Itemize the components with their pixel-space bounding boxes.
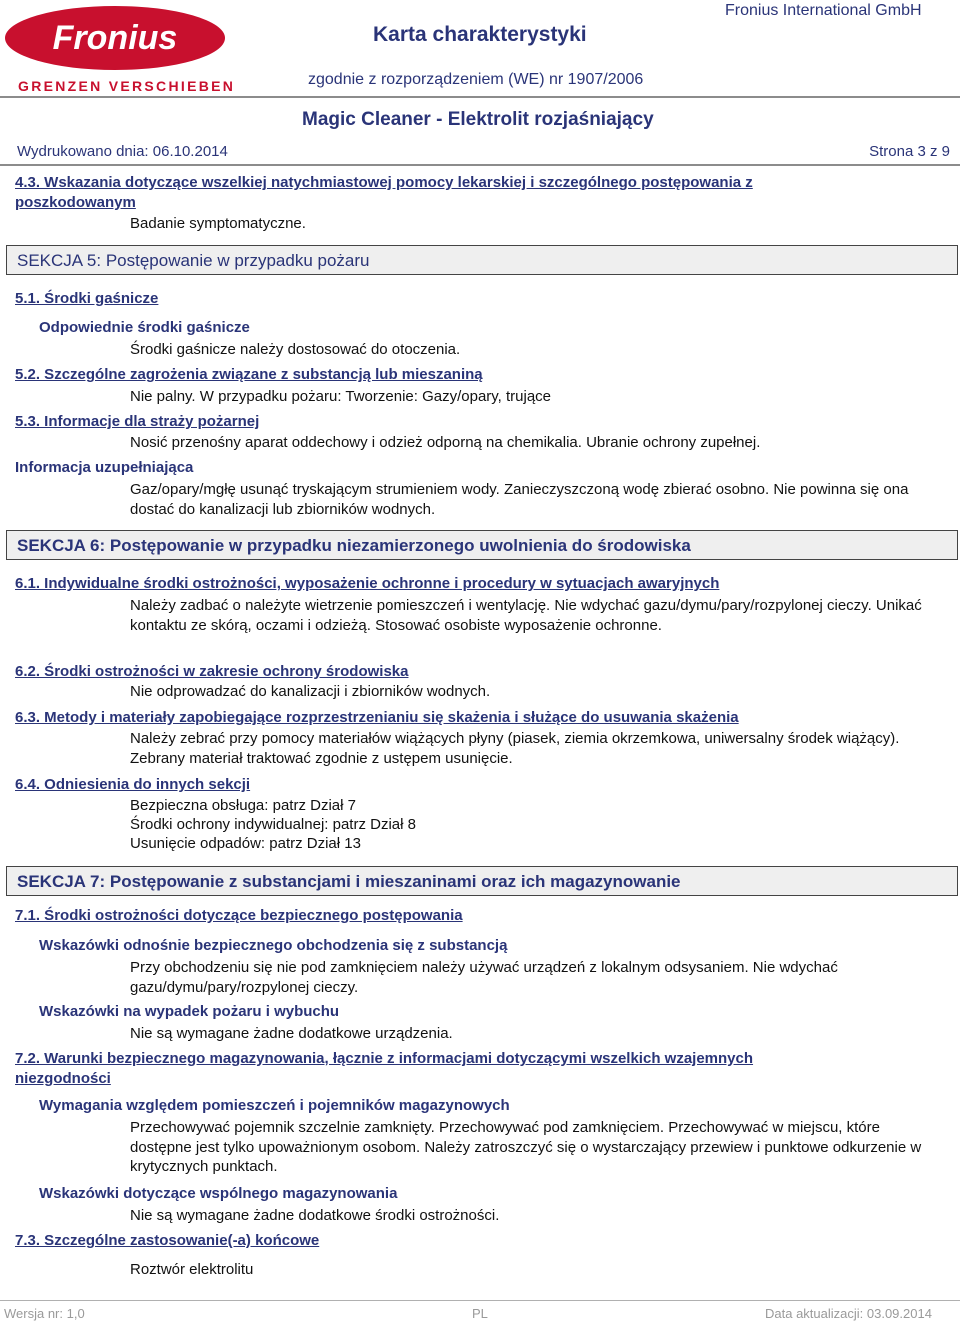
footer-update-date: Data aktualizacji: 03.09.2014 (765, 1306, 932, 1321)
subsection-7-1-text: Przy obchodzeniu się nie pod zamknięciem należy używać urządzeń z lokalnym odsysaniem. Nie wdychać gazu/dymu/pary/rozpylonej cieczy. (130, 959, 838, 996)
subsection-5-1-label: Odpowiednie środki gaśnicze (39, 319, 250, 336)
subsection-7-2-label: Wymagania względem pomieszczeń i pojemników magazynowych (39, 1097, 510, 1114)
subsection-4-3-text: Badanie symptomatyczne. (130, 215, 306, 232)
subsection-5-1-text: Środki gaśnicze należy dostosować do otoczenia. (130, 341, 461, 358)
subsection-7-2-text-2: Nie są wymagane żadne dodatkowe środki ostrożności. (130, 1207, 500, 1224)
subsection-7-2-title: 7.2. Warunki bezpiecznego magazynowania, łącznie z informacjami dotyczącymi wszelkich wzajemnych niezgodności (15, 1050, 754, 1087)
subsection-6-4-title: 6.4. Odniesienia do innych sekcji (15, 776, 251, 793)
subsection-6-3-text: Należy zebrać przy pomocy materiałów wiążących płyny (piasek, ziemia okrzemkowa, uniwersalny środek wiążący). Zebrany materiał traktować zgodnie z ustępem usunięcie. (130, 730, 900, 767)
subsection-5-3-text: Nosić przenośny aparat oddechowy i odzież odporną na chemikalia. Ubranie ochrony zupełnej. (130, 434, 761, 451)
subsection-6-1-text: Należy zadbać o należyte wietrzenie pomieszczeń i wentylację. Nie wdychać gazu/dymu/pary/rozpylonej cieczy. Unikać kontaktu ze skórą, oczami i odzieżą. Stosować osobiste wyposażenie ochronne. (130, 597, 922, 634)
page-number: Strona 3 z 9 (869, 143, 950, 160)
footer-language: PL (472, 1306, 488, 1321)
subsection-7-2-label-2: Wskazówki dotyczące wspólnego magazynowania (39, 1185, 398, 1202)
footer-version: Wersja nr: 1,0 (4, 1306, 85, 1321)
subsection-7-1-title: 7.1. Środki ostrożności dotyczące bezpiecznego postępowania (15, 907, 463, 924)
product-name: Magic Cleaner - Elektrolit rozjaśniający (302, 109, 654, 130)
subsection-4-3-title: 4.3. Wskazania dotyczące wszelkiej natychmiastowej pomocy lekarskiej i szczególnego postępowania z poszkodowanym (15, 174, 753, 211)
subsection-5-1-title: 5.1. Środki gaśnicze (15, 290, 159, 307)
slogan: GRENZEN VERSCHIEBEN (18, 78, 236, 94)
subsection-7-3-text: Roztwór elektrolitu (130, 1261, 254, 1278)
section-5-header (6, 245, 958, 275)
subsection-6-2-title: 6.2. Środki ostrożności w zakresie ochrony środowiska (15, 663, 409, 680)
subsection-6-3-title: 6.3. Metody i materiały zapobiegające rozprzestrzenianiu się skażenia i służące do usuwania skażenia (15, 709, 739, 726)
additional-info-label: Informacja uzupełniająca (15, 459, 194, 476)
section-5-title: SEKCJA 5: Postępowanie w przypadku pożaru (17, 251, 370, 270)
subsection-6-1-title: 6.1. Indywidualne środki ostrożności, wyposażenie ochronne i procedury w sytuacjach awaryjnych (15, 575, 720, 592)
section-6-title: SEKCJA 6: Postępowanie w przypadku niezamierzonego uwolnienia do środowiska (17, 536, 691, 555)
subsection-5-3-title: 5.3. Informacje dla straży pożarnej (15, 413, 260, 430)
title-divider (0, 164, 960, 166)
section-6-header (6, 530, 958, 560)
print-date: Wydrukowano dnia: 06.10.2014 (17, 143, 228, 160)
reference-line-3: Usunięcie odpadów: patrz Dział 13 (130, 835, 361, 852)
subsection-7-1-label-2: Wskazówki na wypadek pożaru i wybuchu (39, 1003, 340, 1020)
reference-line-1: Bezpieczna obsługa: patrz Dział 7 (130, 797, 356, 814)
regulation-note: zgodnie z rozporządzeniem (WE) nr 1907/2006 (308, 71, 644, 88)
section-7-header (6, 866, 958, 896)
reference-line-2: Środki ochrony indywidualnej: patrz Dział 8 (130, 816, 416, 833)
subsection-7-2-text: Przechowywać pojemnik szczelnie zamknięty. Przechowywać pod zamknięciem. Przechowywać w miejscu, które dostępne jest tylko upoważnionym osobom. Należy zatroszczyć się o wystarczający przewiew i punktowe odkurzenie w krytycznych punktach. (130, 1119, 922, 1175)
subsection-6-2-text: Nie odprowadzać do kanalizacji i zbiorników wodnych. (130, 683, 491, 700)
subsection-5-2-title: 5.2. Szczególne zagrożenia związane z substancją lub mieszaniną (15, 366, 483, 383)
header-divider (0, 96, 960, 98)
footer-divider (0, 1300, 960, 1301)
document-title: Karta charakterystyki (373, 23, 587, 46)
subsection-7-3-title: 7.3. Szczególne zastosowanie(-a) końcowe (15, 1232, 320, 1249)
fronius-logo (3, 2, 228, 74)
subsection-7-1-label: Wskazówki odnośnie bezpiecznego obchodzenia się z substancją (39, 937, 508, 954)
subsection-7-1-text-2: Nie są wymagane żadne dodatkowe urządzenia. (130, 1025, 453, 1042)
additional-info-text: Gaz/opary/mgłę usunąć tryskającym strumieniem wody. Zanieczyszczoną wodę zbierać osobno. Nie powinna się ona dostać do kanalizacji lub zbiorników wodnych. (130, 481, 909, 518)
company-name: Fronius International GmbH (725, 2, 922, 19)
subsection-5-2-text: Nie palny. W przypadku pożaru: Tworzenie: Gazy/opary, trujące (130, 388, 552, 405)
logo-wordmark: Fronius (52, 19, 178, 57)
section-7-title: SEKCJA 7: Postępowanie z substancjami i mieszaninami oraz ich magazynowanie (17, 872, 681, 891)
